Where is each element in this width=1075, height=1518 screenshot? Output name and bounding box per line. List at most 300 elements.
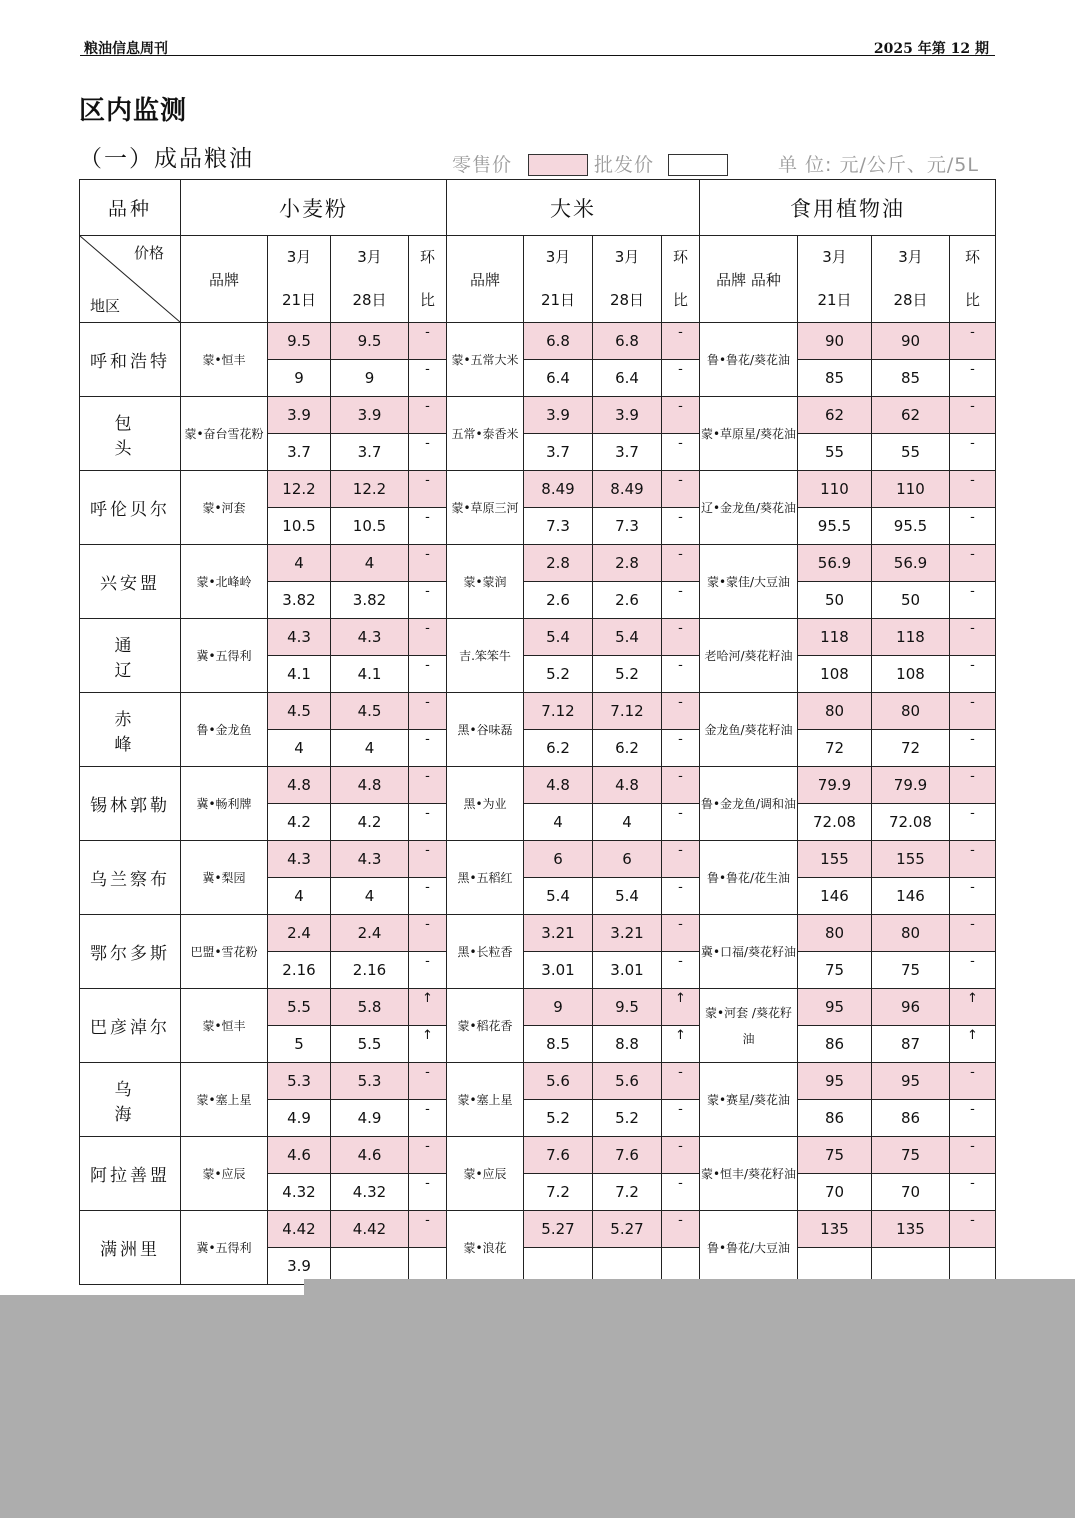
rice-brand: 蒙•五常大米: [447, 323, 524, 397]
oil-retail-mar21: 135: [798, 1211, 872, 1248]
oil-wholesale-mar28: 72.08: [872, 804, 950, 841]
date-day: 28日: [609, 291, 645, 309]
section-subtitle: （一）成品粮油: [79, 146, 254, 172]
rice-brand: 黑•五稻红: [447, 841, 524, 915]
change-char: 环: [672, 248, 688, 266]
oil-wholesale-change: ↑: [950, 1026, 996, 1063]
rice-retail-mar21: 5.27: [524, 1211, 593, 1248]
rice-wholesale-mar28: 3.01: [593, 952, 662, 989]
oil-wholesale-mar21: 95.5: [798, 508, 872, 545]
oil-retail-mar28: 90: [872, 323, 950, 360]
rice-wholesale-change: -: [662, 878, 700, 915]
oil-retail-mar21: 75: [798, 1137, 872, 1174]
table-row-retail: [80, 767, 996, 804]
oil-wholesale-change: -: [950, 804, 996, 841]
rice-wholesale-change: -: [662, 952, 700, 989]
rice-wholesale-mar21: 8.5: [524, 1026, 593, 1063]
region-name: 锡林郭勒: [80, 767, 181, 841]
wheat-wholesale-change: -: [409, 730, 447, 767]
change-char: 环: [964, 248, 980, 266]
rice-wholesale-mar28: 5.2: [593, 1100, 662, 1137]
rice-wholesale-mar21: 5.2: [524, 1100, 593, 1137]
rice-retail-change: -: [662, 915, 700, 952]
oil-wholesale-mar28: 55: [872, 434, 950, 471]
wheat-retail-change: -: [409, 397, 447, 434]
wheat-retail-change: -: [409, 471, 447, 508]
corner-diagonal-cell: [80, 236, 181, 323]
region-name: 乌兰察布: [80, 841, 181, 915]
rice-brand: 蒙•蒙润: [447, 545, 524, 619]
wheat-retail-mar28: 4.42: [331, 1211, 409, 1248]
rice-retail-mar21: 7.12: [524, 693, 593, 730]
oil-retail-mar28: 62: [872, 397, 950, 434]
oil-retail-change: -: [950, 323, 996, 360]
price-table: [79, 179, 996, 1285]
oil-wholesale-change: -: [950, 952, 996, 989]
oil-retail-change: -: [950, 471, 996, 508]
wheat-brand-header: 品牌: [181, 236, 268, 323]
oil-wholesale-change: -: [950, 582, 996, 619]
date-month: 3月: [545, 248, 571, 266]
wheat-wholesale-mar28: 5.5: [331, 1026, 409, 1063]
rice-wholesale-mar28: 8.8: [593, 1026, 662, 1063]
oil-retail-mar28: 110: [872, 471, 950, 508]
table-row-retail: [80, 915, 996, 952]
rice-brand: 黑•谷味磊: [447, 693, 524, 767]
table-row-retail: [80, 841, 996, 878]
date-month: 3月: [822, 248, 847, 266]
table-row-retail: [80, 619, 996, 656]
oil-retail-change: -: [950, 693, 996, 730]
region-name: 阿拉善盟: [80, 1137, 181, 1211]
oil-brand: 蒙•河套 /葵花籽油: [700, 989, 798, 1063]
wheat-wholesale-mar28: 10.5: [331, 508, 409, 545]
oil-wholesale-change: -: [950, 730, 996, 767]
rice-retail-change: -: [662, 1211, 700, 1248]
wheat-date2-header: [331, 236, 409, 323]
wheat-brand: 冀•五得利: [181, 1211, 268, 1285]
rice-retail-change: -: [662, 619, 700, 656]
oil-retail-change: -: [950, 397, 996, 434]
rice-brand: 黑•为业: [447, 767, 524, 841]
rice-retail-mar21: 9: [524, 989, 593, 1026]
wheat-retail-change: -: [409, 545, 447, 582]
date-day: 28日: [352, 291, 387, 309]
rice-retail-mar21: 3.9: [524, 397, 593, 434]
section-title: 区内监测: [79, 96, 188, 126]
rice-retail-mar21: 8.49: [524, 471, 593, 508]
rice-wholesale-change: -: [662, 1174, 700, 1211]
wheat-retail-mar28: 3.9: [331, 397, 409, 434]
wheat-retail-mar21: 12.2: [268, 471, 331, 508]
rice-brand: 蒙•应辰: [447, 1137, 524, 1211]
rice-retail-mar28: 5.6: [593, 1063, 662, 1100]
wheat-retail-mar28: 12.2: [331, 471, 409, 508]
oil-wholesale-mar21: 72: [798, 730, 872, 767]
legend-wholesale-swatch: [668, 154, 728, 176]
oil-wholesale-mar21: 75: [798, 952, 872, 989]
rice-retail-mar21: 4.8: [524, 767, 593, 804]
rice-brand: 五常•泰香米: [447, 397, 524, 471]
table-row-retail: [80, 323, 996, 360]
rice-retail-mar28: 3.9: [593, 397, 662, 434]
date-day: 21日: [281, 291, 317, 309]
corner-region-label: 地区: [90, 297, 121, 315]
wheat-brand: 鲁•金龙鱼: [181, 693, 268, 767]
oil-wholesale-change: -: [950, 1174, 996, 1211]
wheat-retail-change: -: [409, 767, 447, 804]
wheat-retail-mar28: 4: [331, 545, 409, 582]
wheat-brand: 冀•梨园: [181, 841, 268, 915]
region-name: 呼伦贝尔: [80, 471, 181, 545]
wheat-brand: 蒙•北峰岭: [181, 545, 268, 619]
wheat-retail-mar21: 4.3: [268, 619, 331, 656]
wheat-wholesale-mar28: 4.32: [331, 1174, 409, 1211]
wheat-wholesale-mar21: 4.9: [268, 1100, 331, 1137]
oil-retail-mar21: 62: [798, 397, 872, 434]
rice-retail-change: -: [662, 1137, 700, 1174]
oil-wholesale-mar21: 108: [798, 656, 872, 693]
oil-retail-mar28: 96: [872, 989, 950, 1026]
region-name: 满洲里: [80, 1211, 181, 1285]
oil-retail-mar28: 155: [872, 841, 950, 878]
rice-retail-mar21: 2.8: [524, 545, 593, 582]
rice-wholesale-mar28: 3.7: [593, 434, 662, 471]
rice-retail-change: -: [662, 1063, 700, 1100]
oil-retail-mar21: 79.9: [798, 767, 872, 804]
oil-wholesale-mar28: 72: [872, 730, 950, 767]
wheat-wholesale-mar28: 4: [331, 730, 409, 767]
rice-retail-mar21: 7.6: [524, 1137, 593, 1174]
table-row-retail: [80, 397, 996, 434]
wheat-retail-change: -: [409, 1137, 447, 1174]
rice-wholesale-change: -: [662, 656, 700, 693]
region-name: 通辽: [80, 619, 181, 693]
wheat-brand: 冀•五得利: [181, 619, 268, 693]
rice-date2-header: [593, 236, 662, 323]
table-row-retail: [80, 989, 996, 1026]
oil-brand: 鲁•鲁花/葵花油: [700, 323, 798, 397]
date-month: 3月: [357, 248, 382, 266]
oil-wholesale-mar28: 95.5: [872, 508, 950, 545]
oil-retail-mar28: 135: [872, 1211, 950, 1248]
rice-wholesale-mar21: 7.2: [524, 1174, 593, 1211]
oil-wholesale-mar28: 70: [872, 1174, 950, 1211]
oil-retail-mar28: 80: [872, 915, 950, 952]
wheat-retail-mar21: 3.9: [268, 397, 331, 434]
region-name: 包头: [80, 397, 181, 471]
oil-change-header: [950, 236, 996, 323]
wheat-retail-mar28: 4.5: [331, 693, 409, 730]
wheat-wholesale-change: -: [409, 656, 447, 693]
oil-retail-mar28: 118: [872, 619, 950, 656]
wheat-wholesale-mar21: 9: [268, 360, 331, 397]
oil-brand: 蒙•恒丰/葵花籽油: [700, 1137, 798, 1211]
oil-wholesale-mar28: 146: [872, 878, 950, 915]
rice-wholesale-mar21: 6.4: [524, 360, 593, 397]
wheat-brand: 蒙•应辰: [181, 1137, 268, 1211]
region-name: 呼和浩特: [80, 323, 181, 397]
rice-wholesale-change: -: [662, 360, 700, 397]
rice-wholesale-change: -: [662, 434, 700, 471]
rice-wholesale-change: -: [662, 582, 700, 619]
wheat-wholesale-mar21: 4.1: [268, 656, 331, 693]
wheat-wholesale-mar28: 4.1: [331, 656, 409, 693]
wheat-wholesale-change: -: [409, 582, 447, 619]
rice-retail-mar28: 3.21: [593, 915, 662, 952]
wheat-brand: 蒙•奋台雪花粉: [181, 397, 268, 471]
wheat-retail-mar21: 5.5: [268, 989, 331, 1026]
wheat-brand: 巴盟•雪花粉: [181, 915, 268, 989]
oil-brand: 辽•金龙鱼/葵花油: [700, 471, 798, 545]
oil-retail-change: -: [950, 1211, 996, 1248]
oil-retail-mar28: 80: [872, 693, 950, 730]
wheat-retail-change: -: [409, 841, 447, 878]
oil-brand: 金龙鱼/葵花籽油: [700, 693, 798, 767]
wheat-wholesale-mar28: 3.7: [331, 434, 409, 471]
rice-wholesale-mar21: 6.2: [524, 730, 593, 767]
corner-price-label: 价格: [133, 244, 164, 262]
change-char: 比: [672, 291, 688, 309]
rice-brand: 蒙•塞上星: [447, 1063, 524, 1137]
rice-retail-mar28: 6: [593, 841, 662, 878]
oil-wholesale-mar28: 85: [872, 360, 950, 397]
region-name: 赤峰: [80, 693, 181, 767]
wheat-brand: 蒙•河套: [181, 471, 268, 545]
rice-wholesale-mar21: 5.2: [524, 656, 593, 693]
wheat-wholesale-mar28: 4.2: [331, 804, 409, 841]
rice-wholesale-mar28: 6.4: [593, 360, 662, 397]
change-char: 比: [419, 291, 435, 309]
oil-retail-mar21: 110: [798, 471, 872, 508]
wheat-retail-change: -: [409, 915, 447, 952]
oil-wholesale-mar21: 86: [798, 1026, 872, 1063]
oil-date2-header: [872, 236, 950, 323]
rice-retail-change: -: [662, 471, 700, 508]
table-row-retail: [80, 545, 996, 582]
table-row-retail: [80, 693, 996, 730]
rice-wholesale-mar28: 6.2: [593, 730, 662, 767]
oil-retail-change: -: [950, 545, 996, 582]
rice-brand-header: 品牌: [447, 236, 524, 323]
rice-wholesale-mar21: 4: [524, 804, 593, 841]
oil-retail-change: -: [950, 767, 996, 804]
oil-wholesale-mar21: 50: [798, 582, 872, 619]
rice-wholesale-mar21: 2.6: [524, 582, 593, 619]
wheat-retail-mar28: 4.8: [331, 767, 409, 804]
rice-wholesale-mar21: 3.7: [524, 434, 593, 471]
wheat-wholesale-mar21: 5: [268, 1026, 331, 1063]
oil-retail-mar21: 90: [798, 323, 872, 360]
wheat-retail-mar28: 9.5: [331, 323, 409, 360]
wheat-retail-mar21: 4.8: [268, 767, 331, 804]
oil-brand: 鲁•鲁花/大豆油: [700, 1211, 798, 1285]
rice-retail-mar28: 5.4: [593, 619, 662, 656]
header-rule: [80, 55, 995, 56]
wheat-wholesale-change: -: [409, 434, 447, 471]
wheat-wholesale-mar28: 2.16: [331, 952, 409, 989]
rice-retail-change: -: [662, 841, 700, 878]
oil-wholesale-mar21: 146: [798, 878, 872, 915]
region-name: 乌海: [80, 1063, 181, 1137]
wheat-retail-change: -: [409, 619, 447, 656]
rice-retail-mar28: 8.49: [593, 471, 662, 508]
date-month: 3月: [898, 248, 923, 266]
rice-brand: 蒙•浪花: [447, 1211, 524, 1285]
wheat-wholesale-mar21: 10.5: [268, 508, 331, 545]
wheat-retail-mar21: 9.5: [268, 323, 331, 360]
date-month: 3月: [286, 248, 312, 266]
wheat-brand: 冀•畅利牌: [181, 767, 268, 841]
wheat-retail-mar21: 2.4: [268, 915, 331, 952]
rice-brand: 黑•长粒香: [447, 915, 524, 989]
table-row-retail: [80, 471, 996, 508]
rice-wholesale-mar21: 3.01: [524, 952, 593, 989]
oil-brand: 鲁•金龙鱼/调和油: [700, 767, 798, 841]
oil-retail-mar28: 79.9: [872, 767, 950, 804]
issue-number: 2025 年第 12 期: [873, 41, 989, 57]
wheat-wholesale-mar21: 2.16: [268, 952, 331, 989]
publication-name: 粮油信息周刊: [84, 41, 168, 57]
rice-change-header: [662, 236, 700, 323]
oil-retail-change: -: [950, 1137, 996, 1174]
legend-wholesale-label: 批发价: [594, 154, 655, 176]
oil-wholesale-mar21: 85: [798, 360, 872, 397]
wheat-brand: 蒙•塞上星: [181, 1063, 268, 1137]
oil-retail-mar21: 56.9: [798, 545, 872, 582]
region-name: 鄂尔多斯: [80, 915, 181, 989]
wheat-wholesale-mar21: 4.32: [268, 1174, 331, 1211]
oil-brand: 老哈河/葵花籽油: [700, 619, 798, 693]
wheat-wholesale-mar21: 3.9: [268, 1248, 331, 1285]
wheat-retail-mar21: 4.6: [268, 1137, 331, 1174]
rice-retail-change: -: [662, 323, 700, 360]
wheat-wholesale-change: -: [409, 952, 447, 989]
rice-brand: 蒙•草原三河: [447, 471, 524, 545]
oil-retail-mar21: 118: [798, 619, 872, 656]
rice-wholesale-change: -: [662, 804, 700, 841]
date-day: 21日: [817, 291, 852, 309]
wheat-retail-mar28: 4.3: [331, 841, 409, 878]
oil-retail-change: -: [950, 619, 996, 656]
rice-retail-mar28: 7.6: [593, 1137, 662, 1174]
oil-wholesale-mar28: 50: [872, 582, 950, 619]
rice-retail-mar28: 5.27: [593, 1211, 662, 1248]
wheat-wholesale-mar21: 4: [268, 878, 331, 915]
wheat-retail-change: -: [409, 1211, 447, 1248]
wheat-wholesale-mar28: 4: [331, 878, 409, 915]
wheat-wholesale-mar28: 4.9: [331, 1100, 409, 1137]
rice-wholesale-mar21: 5.4: [524, 878, 593, 915]
wheat-retail-mar28: 4.3: [331, 619, 409, 656]
table-row-retail: [80, 1137, 996, 1174]
region-name: 巴彦淖尔: [80, 989, 181, 1063]
corner-variety: 品种: [80, 180, 181, 236]
oil-wholesale-mar28: 108: [872, 656, 950, 693]
oil-retail-change: -: [950, 841, 996, 878]
rice-retail-change: -: [662, 545, 700, 582]
wheat-brand: 蒙•恒丰: [181, 989, 268, 1063]
rice-wholesale-mar21: 7.3: [524, 508, 593, 545]
wheat-retail-mar21: 4.5: [268, 693, 331, 730]
oil-brand: 蒙•草原星/葵花油: [700, 397, 798, 471]
wheat-retail-mar21: 4.3: [268, 841, 331, 878]
wheat-retail-mar28: 2.4: [331, 915, 409, 952]
wheat-retail-change: -: [409, 693, 447, 730]
oil-brand: 蒙•赛星/葵花油: [700, 1063, 798, 1137]
oil-retail-mar21: 155: [798, 841, 872, 878]
rice-wholesale-change: -: [662, 508, 700, 545]
wheat-retail-mar21: 4: [268, 545, 331, 582]
rice-retail-mar21: 5.6: [524, 1063, 593, 1100]
wheat-wholesale-mar28: 9: [331, 360, 409, 397]
rice-wholesale-mar28: 4: [593, 804, 662, 841]
wheat-date1-header: [268, 236, 331, 323]
wheat-retail-change: ↑: [409, 989, 447, 1026]
oil-retail-mar21: 80: [798, 693, 872, 730]
rice-wholesale-mar28: 7.2: [593, 1174, 662, 1211]
wheat-wholesale-change: -: [409, 878, 447, 915]
oil-wholesale-mar28: 86: [872, 1100, 950, 1137]
oil-retail-mar21: 95: [798, 989, 872, 1026]
category-oil: 食用植物油: [700, 180, 996, 236]
rice-brand: 蒙•稻花香: [447, 989, 524, 1063]
rice-wholesale-change: -: [662, 1100, 700, 1137]
category-rice: 大米: [447, 180, 700, 236]
rice-wholesale-mar28: 2.6: [593, 582, 662, 619]
oil-brand: 蒙•蒙佳/大豆油: [700, 545, 798, 619]
rice-retail-mar21: 6.8: [524, 323, 593, 360]
rice-retail-change: -: [662, 397, 700, 434]
oil-wholesale-change: -: [950, 360, 996, 397]
rice-retail-mar28: 7.12: [593, 693, 662, 730]
oil-date1-header: [798, 236, 872, 323]
rice-retail-mar21: 6: [524, 841, 593, 878]
rice-wholesale-mar28: 7.3: [593, 508, 662, 545]
oil-brand: 冀•口福/葵花籽油: [700, 915, 798, 989]
oil-wholesale-mar28: 75: [872, 952, 950, 989]
rice-retail-change: ↑: [662, 989, 700, 1026]
wheat-wholesale-change: ↑: [409, 1026, 447, 1063]
oil-retail-change: ↑: [950, 989, 996, 1026]
rice-brand: 吉.笨笨牛: [447, 619, 524, 693]
oil-wholesale-mar28: 87: [872, 1026, 950, 1063]
oil-wholesale-change: -: [950, 434, 996, 471]
oil-retail-mar21: 95: [798, 1063, 872, 1100]
rice-retail-mar21: 5.4: [524, 619, 593, 656]
date-month: 3月: [614, 248, 640, 266]
oil-wholesale-mar21: 70: [798, 1174, 872, 1211]
wheat-retail-mar28: 4.6: [331, 1137, 409, 1174]
oil-retail-change: -: [950, 915, 996, 952]
rice-retail-change: -: [662, 767, 700, 804]
oil-retail-mar28: 56.9: [872, 545, 950, 582]
oil-wholesale-mar21: 86: [798, 1100, 872, 1137]
wheat-retail-mar28: 5.3: [331, 1063, 409, 1100]
rice-wholesale-change: ↑: [662, 1026, 700, 1063]
date-day: 28日: [893, 291, 928, 309]
rice-retail-mar28: 9.5: [593, 989, 662, 1026]
table-row-retail: [80, 1063, 996, 1100]
oil-wholesale-change: -: [950, 878, 996, 915]
unit-label: 单 位: 元/公斤、元/5L: [778, 154, 979, 176]
wheat-retail-mar21: 5.3: [268, 1063, 331, 1100]
wheat-retail-mar28: 5.8: [331, 989, 409, 1026]
rice-wholesale-mar28: 5.2: [593, 656, 662, 693]
rice-wholesale-change: -: [662, 730, 700, 767]
wheat-change-header: [409, 236, 447, 323]
wheat-retail-change: -: [409, 323, 447, 360]
